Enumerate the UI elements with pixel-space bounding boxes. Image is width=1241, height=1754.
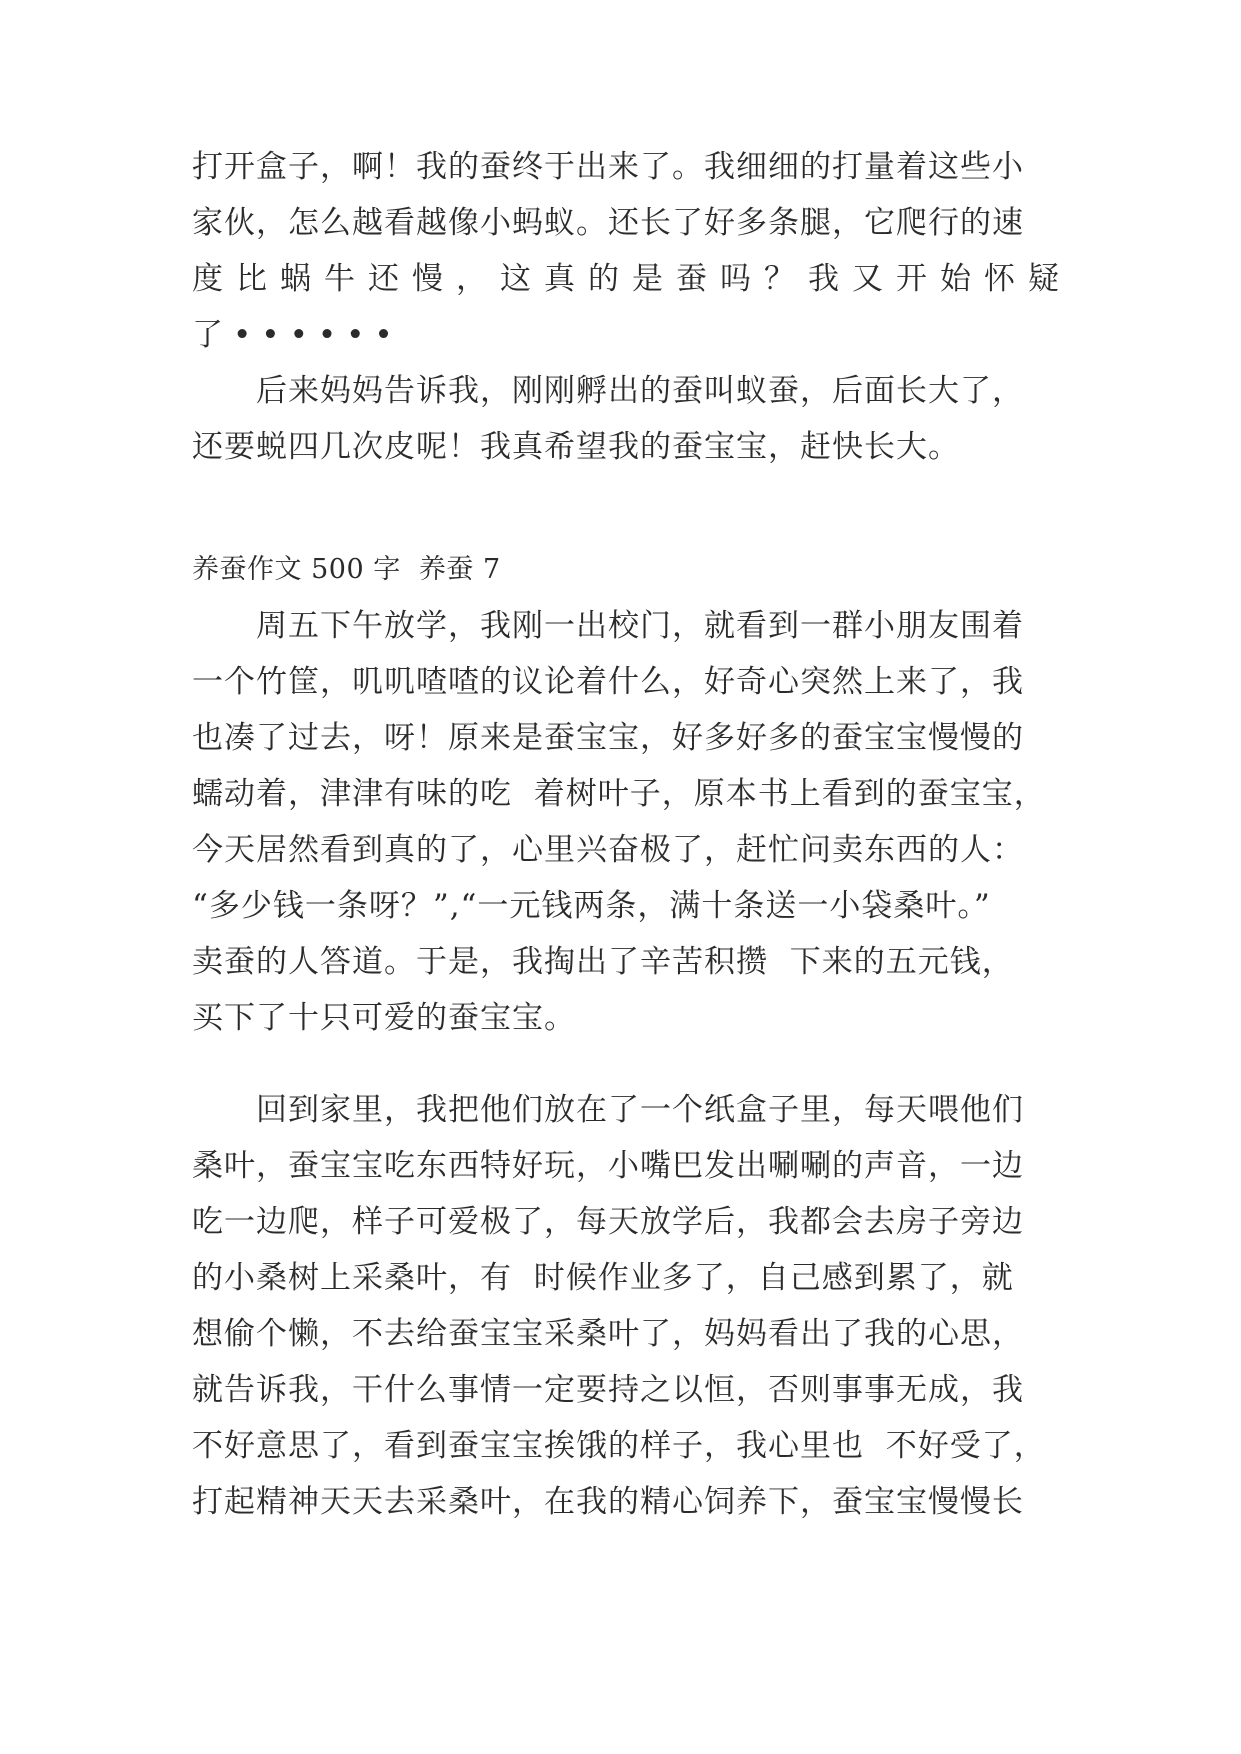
paragraph-4-line-4: 的小桑树上采桑叶，有 时候作业多了，自己感到累了，就 bbox=[192, 1260, 1014, 1296]
paragraph-3-line-7: 卖蚕的人答道。于是，我掏出了辛苦积攒 下来的五元钱， bbox=[192, 944, 1014, 980]
paragraph-2-line-2: 还要蜕四几次皮呢！我真希望我的蚕宝宝，赶快长大。 bbox=[192, 429, 960, 465]
paragraph-3-line-2: 一个竹筐，叽叽喳喳的议论着什么，好奇心突然上来了，我 bbox=[192, 664, 1024, 700]
paragraph-4-line-7: 不好意思了，看到蚕宝宝挨饿的样子，我心里也 不好受了， bbox=[192, 1428, 1046, 1464]
section-title: 养蚕作文 500 字 养蚕 7 bbox=[192, 554, 501, 585]
paragraph-3-line-4: 蠕动着，津津有味的吃 着树叶子，原本书上看到的蚕宝宝， bbox=[192, 776, 1046, 812]
paragraph-3-line-6: “多少钱一条呀？”,“一元钱两条，满十条送一小袋桑叶。” bbox=[192, 888, 991, 924]
paragraph-4-line-3: 吃一边爬，样子可爱极了，每天放学后，我都会去房子旁边 bbox=[192, 1204, 1024, 1240]
paragraph-3-line-8: 买下了十只可爱的蚕宝宝。 bbox=[192, 1000, 576, 1036]
paragraph-3-line-1: 周五下午放学，我刚一出校门，就看到一群小朋友围着 bbox=[256, 608, 1024, 644]
paragraph-4-line-8: 打起精神天天去采桑叶，在我的精心饲养下，蚕宝宝慢慢长 bbox=[192, 1484, 1024, 1520]
paragraph-4-line-2: 桑叶，蚕宝宝吃东西特好玩，小嘴巴发出唰唰的声音，一边 bbox=[192, 1148, 1024, 1184]
paragraph-3-line-5: 今天居然看到真的了，心里兴奋极了，赶忙问卖东西的人： bbox=[192, 832, 1024, 868]
paragraph-4-line-5: 想偷个懒，不去给蚕宝宝采桑叶了，妈妈看出了我的心思， bbox=[192, 1316, 1024, 1352]
paragraph-4-line-1: 回到家里，我把他们放在了一个纸盒子里，每天喂他们 bbox=[256, 1092, 1024, 1128]
paragraph-3-line-3: 也凑了过去，呀！原来是蚕宝宝，好多好多的蚕宝宝慢慢的 bbox=[192, 720, 1024, 756]
paragraph-4-line-6: 就告诉我，干什么事情一定要持之以恒，否则事事无成，我 bbox=[192, 1372, 1024, 1408]
paragraph-1-line-2: 家伙，怎么越看越像小蚂蚁。还长了好多条腿，它爬行的速 bbox=[192, 205, 1024, 241]
paragraph-2-line-1: 后来妈妈告诉我，刚刚孵出的蚕叫蚁蚕，后面长大了， bbox=[256, 373, 1024, 409]
paragraph-1-line-1: 打开盒子，啊！我的蚕终于出来了。我细细的打量着这些小 bbox=[192, 149, 1024, 185]
paragraph-1-line-4: 了•••••• bbox=[192, 317, 403, 353]
paragraph-1-line-3: 度比蜗牛还慢，这真的是蚕吗？我又开始怀疑 bbox=[192, 261, 1072, 297]
